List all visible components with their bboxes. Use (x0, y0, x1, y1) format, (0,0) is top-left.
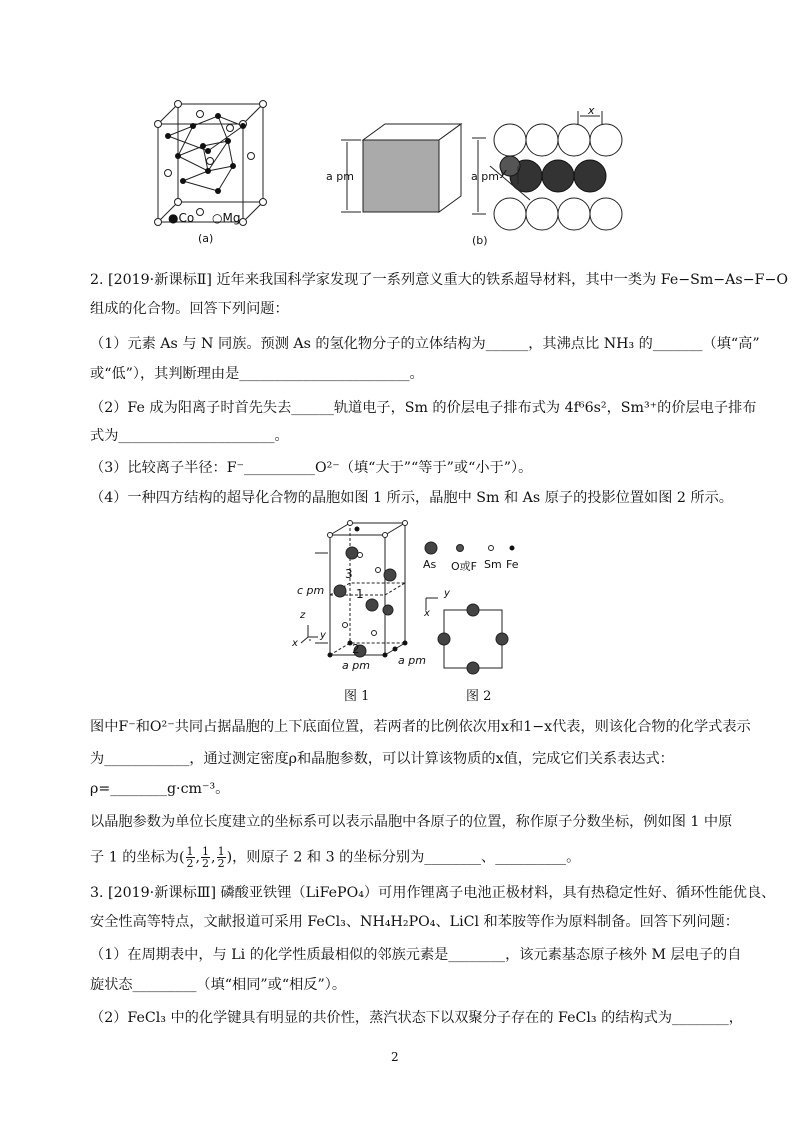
legend-o-or-f: O或F (451, 560, 477, 573)
fig1-caption: 图 1 (344, 689, 370, 704)
legend-as: As (423, 558, 437, 571)
fig1-atom-1: 1 (356, 587, 364, 601)
q3-part2: （2）FeCl₃ 中的化学键具有明显的共价性，蒸汽状态下以双聚分子存在的 FeCl₃ 的结构式为________， (90, 1010, 743, 1026)
fig-a-legend-mg: ○Mg (212, 211, 241, 225)
fig1-cpm: c pm (297, 584, 325, 597)
fig1-axis-x: x (292, 638, 298, 649)
q3-line1: 3. [2019·新课标Ⅲ] 磷酸亚铁锂（LiFePO₄）可用作锂离子电池正极材料，具有热稳定性好、循环性能优良、 (90, 885, 776, 901)
q2-part4: （4）一种四方结构的超导化合物的晶胞如图 1 所示，晶胞中 Sm 和 As 原子的投影位置如图 2 所示。 (90, 490, 733, 506)
q2-part4-text-a: 图中F⁻和O²⁻共同占据晶胞的上下底面位置，若两者的比例依次用x和1−x代表，则该化合物的化学式表示 (90, 719, 751, 735)
fraction-half-2: $\frac{1}{2}$ (202, 845, 210, 870)
fig-b-label: (b) (472, 234, 488, 247)
q3-line2: 安全性高等特点，文献报道可采用 FeCl₃、NH₄H₂PO₄、LiCl 和苯胺等作为原料制备。回答下列问题： (90, 914, 739, 930)
fig-b-y: y (500, 166, 507, 179)
legend-fe: Fe (506, 558, 519, 571)
q3-part1-b: 旋状态_________（填“相同”或“相反”）。 (90, 977, 347, 993)
fig-b-apm-left: a pm (326, 170, 354, 183)
fig-legend-symbols (422, 538, 522, 560)
page-number: 2 (391, 1050, 399, 1064)
q2-part2-b: 式为______________________。 (90, 428, 289, 444)
q2-part4-text-c: ρ=________g·cm⁻³。 (90, 781, 230, 797)
coords-prefix: 子 1 的坐标为( (90, 849, 185, 866)
q3-part1-a: （1）在周期表中，与 Li 的化学性质最相似的邻族元素是________，该元素基态原子核外 M 层电子的自 (90, 947, 742, 963)
fig1-apm1: a pm (342, 659, 370, 672)
legend-sm: Sm (484, 558, 502, 571)
fig1-atom-3: 3 (345, 567, 353, 581)
fig1-atom-2: 2 (352, 642, 360, 656)
q2-part4-coords: 子 1 的坐标为( $\frac{1}{2}$ , $\frac{1}{2}$ , $\frac{1}{2}$ )，则原子 2 和 3 的坐标分别为________、__________。 (90, 845, 581, 870)
fraction-half-1: $\frac{1}{2}$ (186, 845, 194, 870)
fig-a-legend-co: ●Co (168, 211, 195, 225)
fig1-axis-y: y (320, 630, 326, 641)
fig1-apm2: a pm (398, 654, 426, 667)
q2-part3: （3）比较离子半径：F⁻__________O²⁻（填“大于”“等于”或“小于”）。 (90, 460, 533, 476)
fig2-caption: 图 2 (466, 689, 492, 704)
fig-b-x: x (588, 104, 595, 117)
fraction-half-3: $\frac{1}{2}$ (217, 845, 225, 870)
fig1-axis-z: z (300, 610, 306, 621)
figure-2-projection (418, 590, 518, 680)
q2-line1: 2. [2019·新课标Ⅱ] 近年来我国科学家发现了一系列意义重大的铁系超导材料，其中一类为 Fe−Sm−As−F−O (90, 272, 788, 288)
q2-part4-text-b: 为____________，通过测定密度ρ和晶胞参数，可以计算该物质的x值，完成它们关系表达式： (90, 751, 674, 767)
fig-b-apm-right: a pm (471, 170, 499, 183)
q2-part1-b: 或“低”），其判断理由是________________________。 (90, 366, 424, 382)
coords-suffix: )，则原子 2 和 3 的坐标分别为________、__________。 (226, 849, 581, 866)
q2-part2-a: （2）Fe 成为阳离子时首先失去______轨道电子，Sm 的价层电子排布式为 4f⁶6s²，Sm³⁺的价层电子排布 (90, 400, 757, 416)
q2-part4-text-d: 以晶胞参数为单位长度建立的坐标系可以表示晶胞中各原子的位置，称作原子分数坐标，例如图 1 中原 (90, 814, 733, 830)
fig2-axis-y: y (444, 588, 450, 599)
fig2-axis-x: x (424, 608, 430, 619)
fig-a-label: (a) (198, 232, 214, 245)
q2-line2: 组成的化合物。回答下列问题： (90, 301, 289, 317)
figure-a-crystal (148, 96, 278, 251)
q2-part1-a: （1）元素 As 与 N 同族。预测 As 的氢化物分子的立体结构为______，其沸点比 NH₃ 的_______（填“高” (90, 336, 760, 352)
